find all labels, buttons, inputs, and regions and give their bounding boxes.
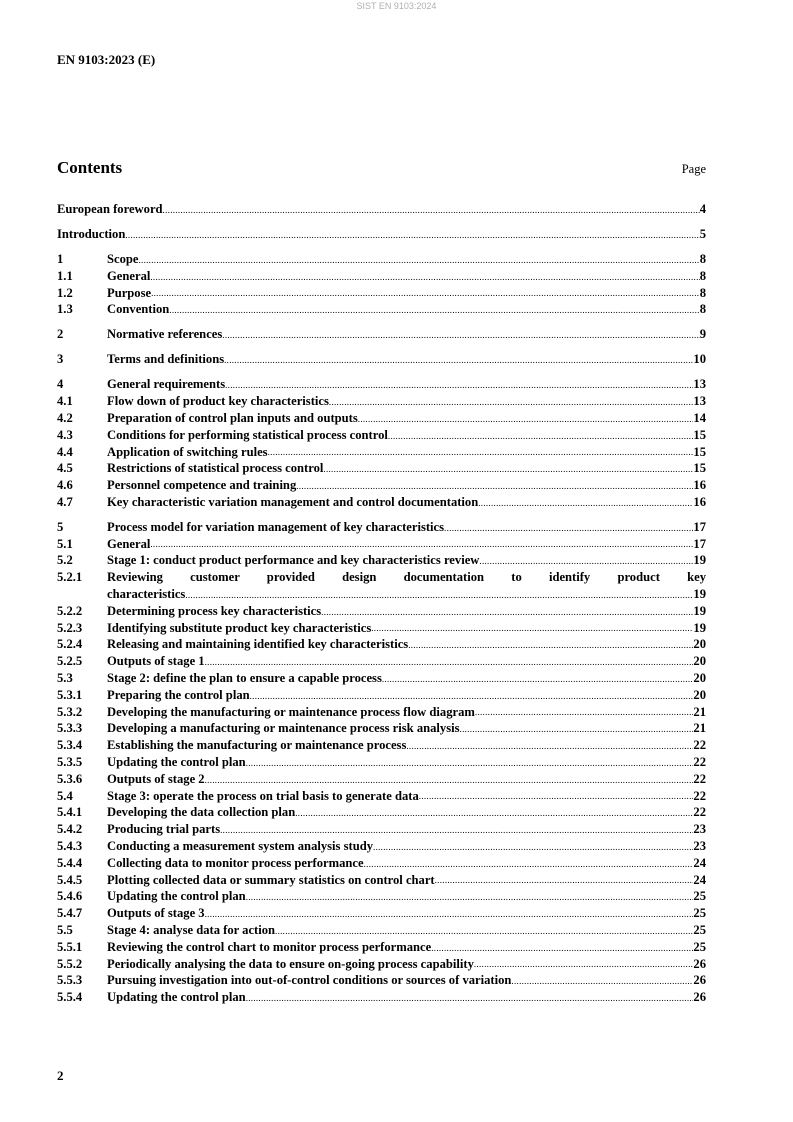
dot-leader [511, 972, 693, 989]
toc-entry[interactable] [57, 285, 706, 302]
toc-entry-page: 25 [693, 906, 706, 921]
dot-leader [169, 301, 699, 318]
toc-entry-title: Flow down of product key characteristics [107, 394, 329, 409]
toc-entry[interactable] [57, 754, 706, 771]
toc-entry-number: 5.5.1 [57, 939, 83, 954]
dot-leader [125, 226, 699, 243]
dot-leader [475, 704, 694, 721]
dot-leader [373, 838, 693, 855]
toc-entry-number: 5.5.2 [57, 956, 83, 971]
toc-entry[interactable] [57, 393, 706, 410]
toc-entry-number: 4.3 [57, 427, 73, 442]
toc-entry-page: 25 [693, 889, 706, 904]
toc-entry-number: 5.2.2 [57, 603, 83, 618]
dot-leader [205, 653, 694, 670]
toc-entry-number: 5.4.6 [57, 889, 83, 904]
toc-entry-page: 17 [693, 536, 706, 551]
toc-entry-title: Convention [107, 302, 170, 317]
toc-entry-page: 8 [699, 285, 706, 300]
toc-entry[interactable] [57, 569, 706, 586]
toc-entry[interactable] [57, 460, 706, 477]
dot-leader [321, 603, 693, 620]
toc-entry-page: 22 [693, 771, 706, 786]
dot-leader [295, 804, 693, 821]
toc-entry-page: 20 [693, 654, 706, 669]
toc-entry-page: 13 [693, 377, 706, 392]
toc-entry-title: Outputs of stage 2 [107, 771, 205, 786]
toc-entry-page: 4 [699, 202, 706, 216]
toc-entry-page: 16 [693, 494, 706, 509]
toc-entry-page: 15 [693, 461, 706, 476]
table-of-contents [57, 201, 706, 1006]
toc-entry-number: 5.3.5 [57, 755, 83, 770]
toc-entry[interactable] [57, 201, 706, 218]
toc-entry[interactable] [57, 922, 706, 939]
dot-leader [388, 427, 694, 444]
dot-leader [246, 754, 694, 771]
toc-entry[interactable] [57, 804, 706, 821]
watermark: SIST EN 9103:2024 [356, 1, 437, 11]
toc-entry[interactable] [57, 301, 706, 318]
toc-entry-number: 3 [57, 352, 64, 367]
dot-leader [323, 460, 693, 477]
toc-entry-title: Plotting collected data or summary statistics on control chart [107, 872, 435, 887]
dot-leader [478, 494, 693, 511]
toc-entry-page: 16 [693, 478, 706, 493]
toc-entry-title: Normative references [107, 327, 223, 342]
toc-entry-title: Personnel competence and training [107, 478, 297, 493]
toc-entry-number: 5.4.7 [57, 906, 83, 921]
dot-leader [150, 268, 699, 285]
toc-entry-page: 20 [693, 687, 706, 702]
toc-entry[interactable] [57, 687, 706, 704]
toc-entry-page: 23 [693, 839, 706, 854]
contents-heading: Contents [57, 158, 123, 177]
toc-entry-page: 23 [693, 822, 706, 837]
toc-entry-number: 5.4.5 [57, 872, 83, 887]
toc-entry-page: 21 [693, 704, 706, 719]
toc-entry-number: 2 [57, 327, 64, 342]
dot-leader [205, 771, 694, 788]
dot-leader [419, 788, 694, 805]
toc-entry[interactable] [57, 905, 706, 922]
dot-leader [431, 939, 693, 956]
toc-entry-page: 21 [693, 721, 706, 736]
toc-entry-title: Restrictions of statistical process control [107, 461, 324, 476]
toc-entry-page: 9 [699, 327, 706, 342]
toc-entry[interactable] [57, 226, 706, 243]
toc-entry-number: 1.2 [57, 285, 73, 300]
toc-entry-number: 5.3.3 [57, 721, 83, 736]
toc-entry[interactable] [57, 821, 706, 838]
toc-entry[interactable] [57, 737, 706, 754]
toc-entry-title: Preparation of control plan inputs and outputs [107, 410, 358, 425]
toc-entry-title: Periodically analysing the data to ensure on-going process capability [107, 956, 474, 971]
toc-entry-number: 1 [57, 251, 64, 266]
toc-entry-title: Pursuing investigation into out-of-control conditions or sources of variation [107, 973, 512, 988]
dot-leader [479, 552, 693, 569]
toc-entry-title: Purpose [107, 285, 152, 300]
toc-entry-title: Stage 2: define the plan to ensure a capable process [107, 671, 382, 686]
toc-entry-number: 5.5.4 [57, 990, 83, 1005]
toc-entry-page: 22 [693, 788, 706, 803]
toc-entry-number: 5.5.3 [57, 973, 83, 988]
dot-leader [224, 351, 693, 368]
toc-entry-number: 4.1 [57, 394, 73, 409]
toc-entry-page: 15 [693, 444, 706, 459]
toc-entry-title: Updating the control plan [107, 889, 246, 904]
toc-entry-title: General [107, 268, 151, 283]
toc-entry-title: Process model for variation management of key characteristics [107, 519, 445, 534]
toc-entry-number: 5.1 [57, 536, 73, 551]
dot-leader [408, 636, 693, 653]
dot-leader [205, 905, 694, 922]
dot-leader [150, 536, 693, 553]
toc-entry[interactable] [57, 326, 706, 343]
toc-entry-number: 1.1 [57, 268, 73, 283]
toc-entry-page: 15 [693, 427, 706, 442]
toc-entry-number: 5.3.1 [57, 687, 83, 702]
toc-entry-continuation[interactable] [57, 586, 706, 603]
toc-entry-number: 4.6 [57, 478, 73, 493]
toc-entry-indent [57, 586, 107, 603]
toc-entry[interactable] [57, 519, 706, 536]
toc-entry[interactable] [57, 376, 706, 393]
toc-entry[interactable] [57, 972, 706, 989]
toc-entry-number: 5.3 [57, 671, 73, 686]
dot-leader [460, 720, 694, 737]
toc-entry-page: 20 [693, 671, 706, 686]
toc-entry-title: Developing a manufacturing or maintenance process risk analysis [107, 721, 460, 736]
toc-entry-title: Stage 3: operate the process on trial basis to generate data [107, 788, 419, 803]
toc-entry-title: Determining process key characteristics [107, 603, 322, 618]
toc-entry-page: 26 [693, 990, 706, 1005]
dot-leader [222, 326, 699, 343]
toc-entry-page: 8 [699, 251, 706, 266]
toc-entry-title: Terms and definitions [107, 352, 225, 367]
toc-entry-number: 5.4.1 [57, 805, 83, 820]
dot-leader [246, 888, 694, 905]
dot-leader [358, 410, 694, 427]
toc-entry-number: 4.4 [57, 444, 73, 459]
dot-leader [225, 376, 693, 393]
toc-entry-title: Introduction [57, 226, 126, 241]
toc-entry[interactable] [57, 956, 706, 973]
toc-entry[interactable] [57, 444, 706, 461]
toc-entry[interactable] [57, 603, 706, 620]
toc-entry[interactable] [57, 494, 706, 511]
toc-entry[interactable] [57, 410, 706, 427]
toc-entry[interactable] [57, 427, 706, 444]
toc-entry-title: Conditions for performing statistical process control [107, 427, 388, 442]
toc-entry-title: Identifying substitute product key characteristics [107, 620, 372, 635]
toc-entry[interactable] [57, 788, 706, 805]
toc-entry-page: 20 [693, 637, 706, 652]
dot-leader [329, 393, 694, 410]
toc-entry-title: Outputs of stage 1 [107, 654, 205, 669]
dot-leader [296, 477, 693, 494]
toc-entry-number: 5.4.4 [57, 855, 83, 870]
dot-leader [406, 737, 693, 754]
toc-entry-title: Updating the control plan [107, 990, 246, 1005]
toc-entry-page: 8 [699, 268, 706, 283]
toc-entry-number: 5.4.2 [57, 822, 83, 837]
dot-leader [246, 989, 694, 1006]
toc-entry-number: 4.7 [57, 494, 73, 509]
dot-leader [435, 872, 694, 889]
dot-leader [474, 956, 694, 973]
toc-entry-title: Conducting a measurement system analysis study [107, 839, 374, 854]
dot-leader [382, 670, 694, 687]
toc-entry-title: Reviewing the control chart to monitor process performance [107, 939, 432, 954]
toc-entry-page: 19 [693, 603, 706, 618]
dot-leader [275, 922, 693, 939]
toc-entry-title: Reviewing customer provided design documentation to identify product key [107, 570, 706, 585]
toc-entry-title: Scope [107, 251, 139, 266]
toc-entry-page: 25 [693, 939, 706, 954]
toc-entry-page: 25 [693, 923, 706, 937]
toc-entry-page: 19 [693, 587, 706, 602]
toc-entry-title: Collecting data to monitor process performance [107, 855, 364, 870]
toc-entry-page: 22 [693, 805, 706, 820]
toc-entry-title: Developing the manufacturing or maintenance process flow diagram [107, 704, 475, 719]
toc-entry-page: 26 [693, 973, 706, 988]
toc-entry-title: Stage 4: analyse data for action [107, 923, 276, 937]
dot-leader [138, 251, 699, 268]
toc-entry-number: 5 [57, 519, 64, 534]
toc-entry-page: 14 [693, 410, 706, 425]
dot-leader [268, 444, 694, 461]
toc-entry-page: 10 [693, 352, 706, 367]
toc-entry-number: 4.5 [57, 461, 73, 476]
toc-entry[interactable] [57, 720, 706, 737]
toc-entry-page: 19 [693, 553, 706, 568]
toc-entry-title: Outputs of stage 3 [107, 906, 205, 921]
toc-entry[interactable] [57, 989, 706, 1006]
toc-entry-number: 4 [57, 377, 64, 392]
toc-entry[interactable] [57, 268, 706, 285]
toc-entry-page: 8 [699, 302, 706, 317]
toc-entry[interactable] [57, 939, 706, 956]
toc-entry-number: 5.2 [57, 553, 73, 568]
toc-entry-title: Application of switching rules [107, 444, 268, 459]
dot-leader [371, 620, 693, 637]
toc-entry[interactable] [57, 653, 706, 670]
dot-leader [250, 687, 694, 704]
toc-entry[interactable] [57, 477, 706, 494]
toc-entry[interactable] [57, 888, 706, 905]
toc-entry-number: 5.5 [57, 923, 73, 937]
toc-entry[interactable] [57, 838, 706, 855]
dot-leader [444, 519, 693, 536]
toc-entry-number: 5.2.3 [57, 620, 83, 635]
toc-entry[interactable] [57, 620, 706, 637]
toc-entry-page: 26 [693, 956, 706, 971]
toc-entry-page: 17 [693, 519, 706, 534]
toc-entry-title: General [107, 536, 151, 551]
toc-entry-title: Developing the data collection plan [107, 805, 296, 820]
toc-entry[interactable] [57, 855, 706, 872]
toc-entry-number: 5.3.2 [57, 704, 83, 719]
toc-entry-page: 24 [693, 872, 706, 887]
toc-entry-number: 5.2.5 [57, 654, 83, 669]
toc-entry[interactable] [57, 670, 706, 687]
toc-entry-title: Producing trial parts [107, 822, 221, 837]
dot-leader [185, 586, 693, 603]
toc-entry-page: 5 [699, 226, 706, 241]
toc-entry-title: European foreword [57, 202, 163, 216]
toc-entry-page: 13 [693, 394, 706, 409]
toc-entry-title: General requirements [107, 377, 226, 392]
dot-leader [163, 201, 700, 218]
toc-entry[interactable] [57, 552, 706, 569]
toc-entry-number: 5.3.6 [57, 771, 83, 786]
toc-entry-page: 24 [693, 855, 706, 870]
toc-entry-title: Establishing the manufacturing or maintenance process [107, 738, 407, 753]
toc-entry-title: Releasing and maintaining identified key characteristics [107, 637, 409, 652]
toc-entry[interactable] [57, 771, 706, 788]
toc-entry-title: Preparing the control plan [107, 687, 250, 702]
toc-entry-title: Updating the control plan [107, 755, 246, 770]
toc-entry-title: Key characteristic variation management and control documentation [107, 494, 479, 509]
page-column-label: Page [681, 162, 706, 176]
toc-entry-number: 4.2 [57, 410, 73, 425]
document-id-header: EN 9103:2023 (E) [57, 52, 156, 67]
toc-entry-number: 5.4.3 [57, 839, 83, 854]
toc-entry[interactable] [57, 704, 706, 721]
toc-entry-page: 22 [693, 738, 706, 753]
toc-entry[interactable] [57, 251, 706, 268]
dot-leader [151, 285, 700, 302]
toc-entry-page: 22 [693, 755, 706, 770]
toc-entry[interactable] [57, 636, 706, 653]
toc-entry-title: Stage 1: conduct product performance and key characteristics review [107, 553, 480, 568]
toc-entry[interactable] [57, 536, 706, 553]
toc-entry-number: 5.3.4 [57, 738, 83, 753]
dot-leader [220, 821, 693, 838]
toc-entry[interactable] [57, 872, 706, 889]
toc-entry-number: 5.4 [57, 788, 73, 803]
toc-entry-number: 1.3 [57, 302, 73, 317]
toc-entry-title-continued: characteristics [107, 587, 186, 602]
toc-entry-page: 19 [693, 620, 706, 635]
toc-entry[interactable] [57, 351, 706, 368]
toc-entry-number: 5.2.4 [57, 637, 83, 652]
page-number: 2 [57, 1068, 64, 1083]
dot-leader [364, 855, 694, 872]
toc-entry-number: 5.2.1 [57, 570, 83, 585]
